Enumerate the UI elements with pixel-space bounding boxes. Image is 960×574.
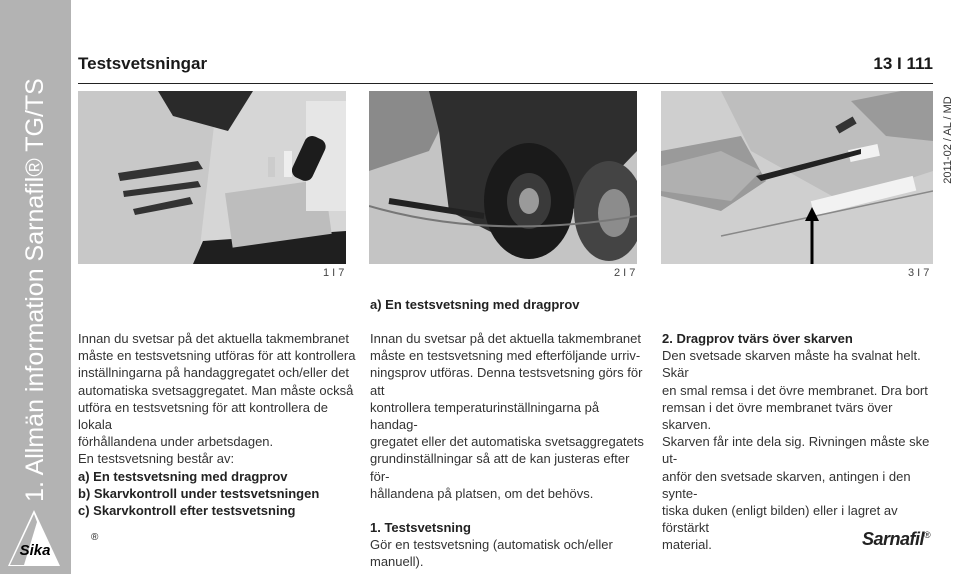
col2-line: Innan du svetsar på det aktuella takmembranet: [370, 331, 641, 346]
col1-line: Innan du svetsar på det aktuella takmembranet: [78, 331, 349, 346]
column-1: [78, 330, 358, 519]
sarnafil-logo-text: Sarnafil: [862, 529, 925, 549]
col3-line: Den svetsade skarven måste ha svalnat helt. Skär: [662, 348, 921, 381]
column-3: [662, 330, 942, 554]
step-heading: 1. Testsvetsning: [370, 520, 471, 536]
col1-line: automatiska svetsaggregatet. Man måste också: [78, 382, 354, 398]
document-code: 2011-02 / AL / MD: [942, 96, 954, 184]
section-subheading: a) En testsvetsning med dragprov: [370, 297, 580, 312]
column-2: [370, 330, 650, 571]
sarnafil-logo: [862, 529, 930, 550]
sika-logo-text: Sika: [19, 542, 51, 559]
col1-list-item: a) En testsvetsning med dragprov: [78, 468, 288, 484]
sidebar-title: 1. Allmän information Sarnafil® TG/TS: [21, 78, 49, 502]
col3-line: tiska duken (enligt bilden) eller i lagret av förstärkt: [662, 503, 898, 536]
col2-spacer: [370, 502, 650, 519]
header-rule: [78, 83, 933, 84]
sidebar: [0, 0, 71, 574]
col3-heading: 2. Dragprov tvärs över skarven: [662, 331, 853, 346]
step-text: Gör en testsvetsning (automatisk och/eller manuell).: [370, 537, 613, 570]
sika-logo: [4, 506, 64, 568]
col3-line: anför den svetsade skarven, antingen i den synte-: [662, 468, 911, 501]
figure-1-illustration: [78, 91, 346, 264]
col2-line: kontrollera temperaturinställningarna på handag-: [370, 399, 600, 433]
figure-1-photo: [78, 91, 346, 264]
col1-line: måste en testsvetsning utföras för att kontrollera: [78, 348, 356, 364]
figure-2-illustration: [369, 91, 637, 264]
col3-line: Skarven får inte dela sig. Rivningen måste ske ut-: [662, 434, 930, 467]
sarnafil-reg-mark: ®: [924, 530, 931, 540]
figure-2-photo: [369, 91, 637, 264]
figure-2-caption: 2 I 7: [614, 267, 636, 279]
col1-list-item: b) Skarvkontroll under testsvetsningen: [78, 485, 320, 501]
col1-line: utföra en testsvetsning för att kontrollera de lokala: [78, 399, 329, 433]
figure-3-illustration: [661, 91, 933, 264]
col2-line: måste en testsvetsning med efterföljande urriv-: [370, 348, 641, 364]
col2-line: ningsprov utföras. Denna testsvetsning görs för att: [370, 365, 643, 398]
figure-3-caption: 3 I 7: [908, 267, 930, 279]
col2-line: hållandena på platsen, om det behövs.: [370, 485, 594, 501]
col1-line: förhållandena under arbetsdagen.: [78, 434, 274, 450]
col1-line: inställningarna på handaggregatet och/eller det: [78, 365, 350, 381]
figure-1-caption: 1 I 7: [323, 267, 345, 279]
col1-line: En testsvetsning består av:: [78, 451, 235, 467]
col3-line: en smal remsa i det övre membranet. Dra bort: [662, 382, 928, 398]
page-title: Testsvetsningar: [78, 54, 208, 73]
sika-reg-mark: ®: [91, 532, 99, 543]
page-number: 13 I 111: [873, 54, 933, 73]
col2-line: grundinställningar så att de kan justeras efter för-: [370, 451, 630, 484]
col2-line: gregatet eller det automatiska svetsaggregatets: [370, 434, 644, 450]
col1-list-item: c) Skarvkontroll efter testsvetsning: [78, 503, 296, 519]
figure-3-photo: [661, 91, 933, 264]
col3-line: material.: [662, 537, 712, 553]
col3-line: remsan i det övre membranet tvärs över skarven.: [662, 399, 893, 433]
